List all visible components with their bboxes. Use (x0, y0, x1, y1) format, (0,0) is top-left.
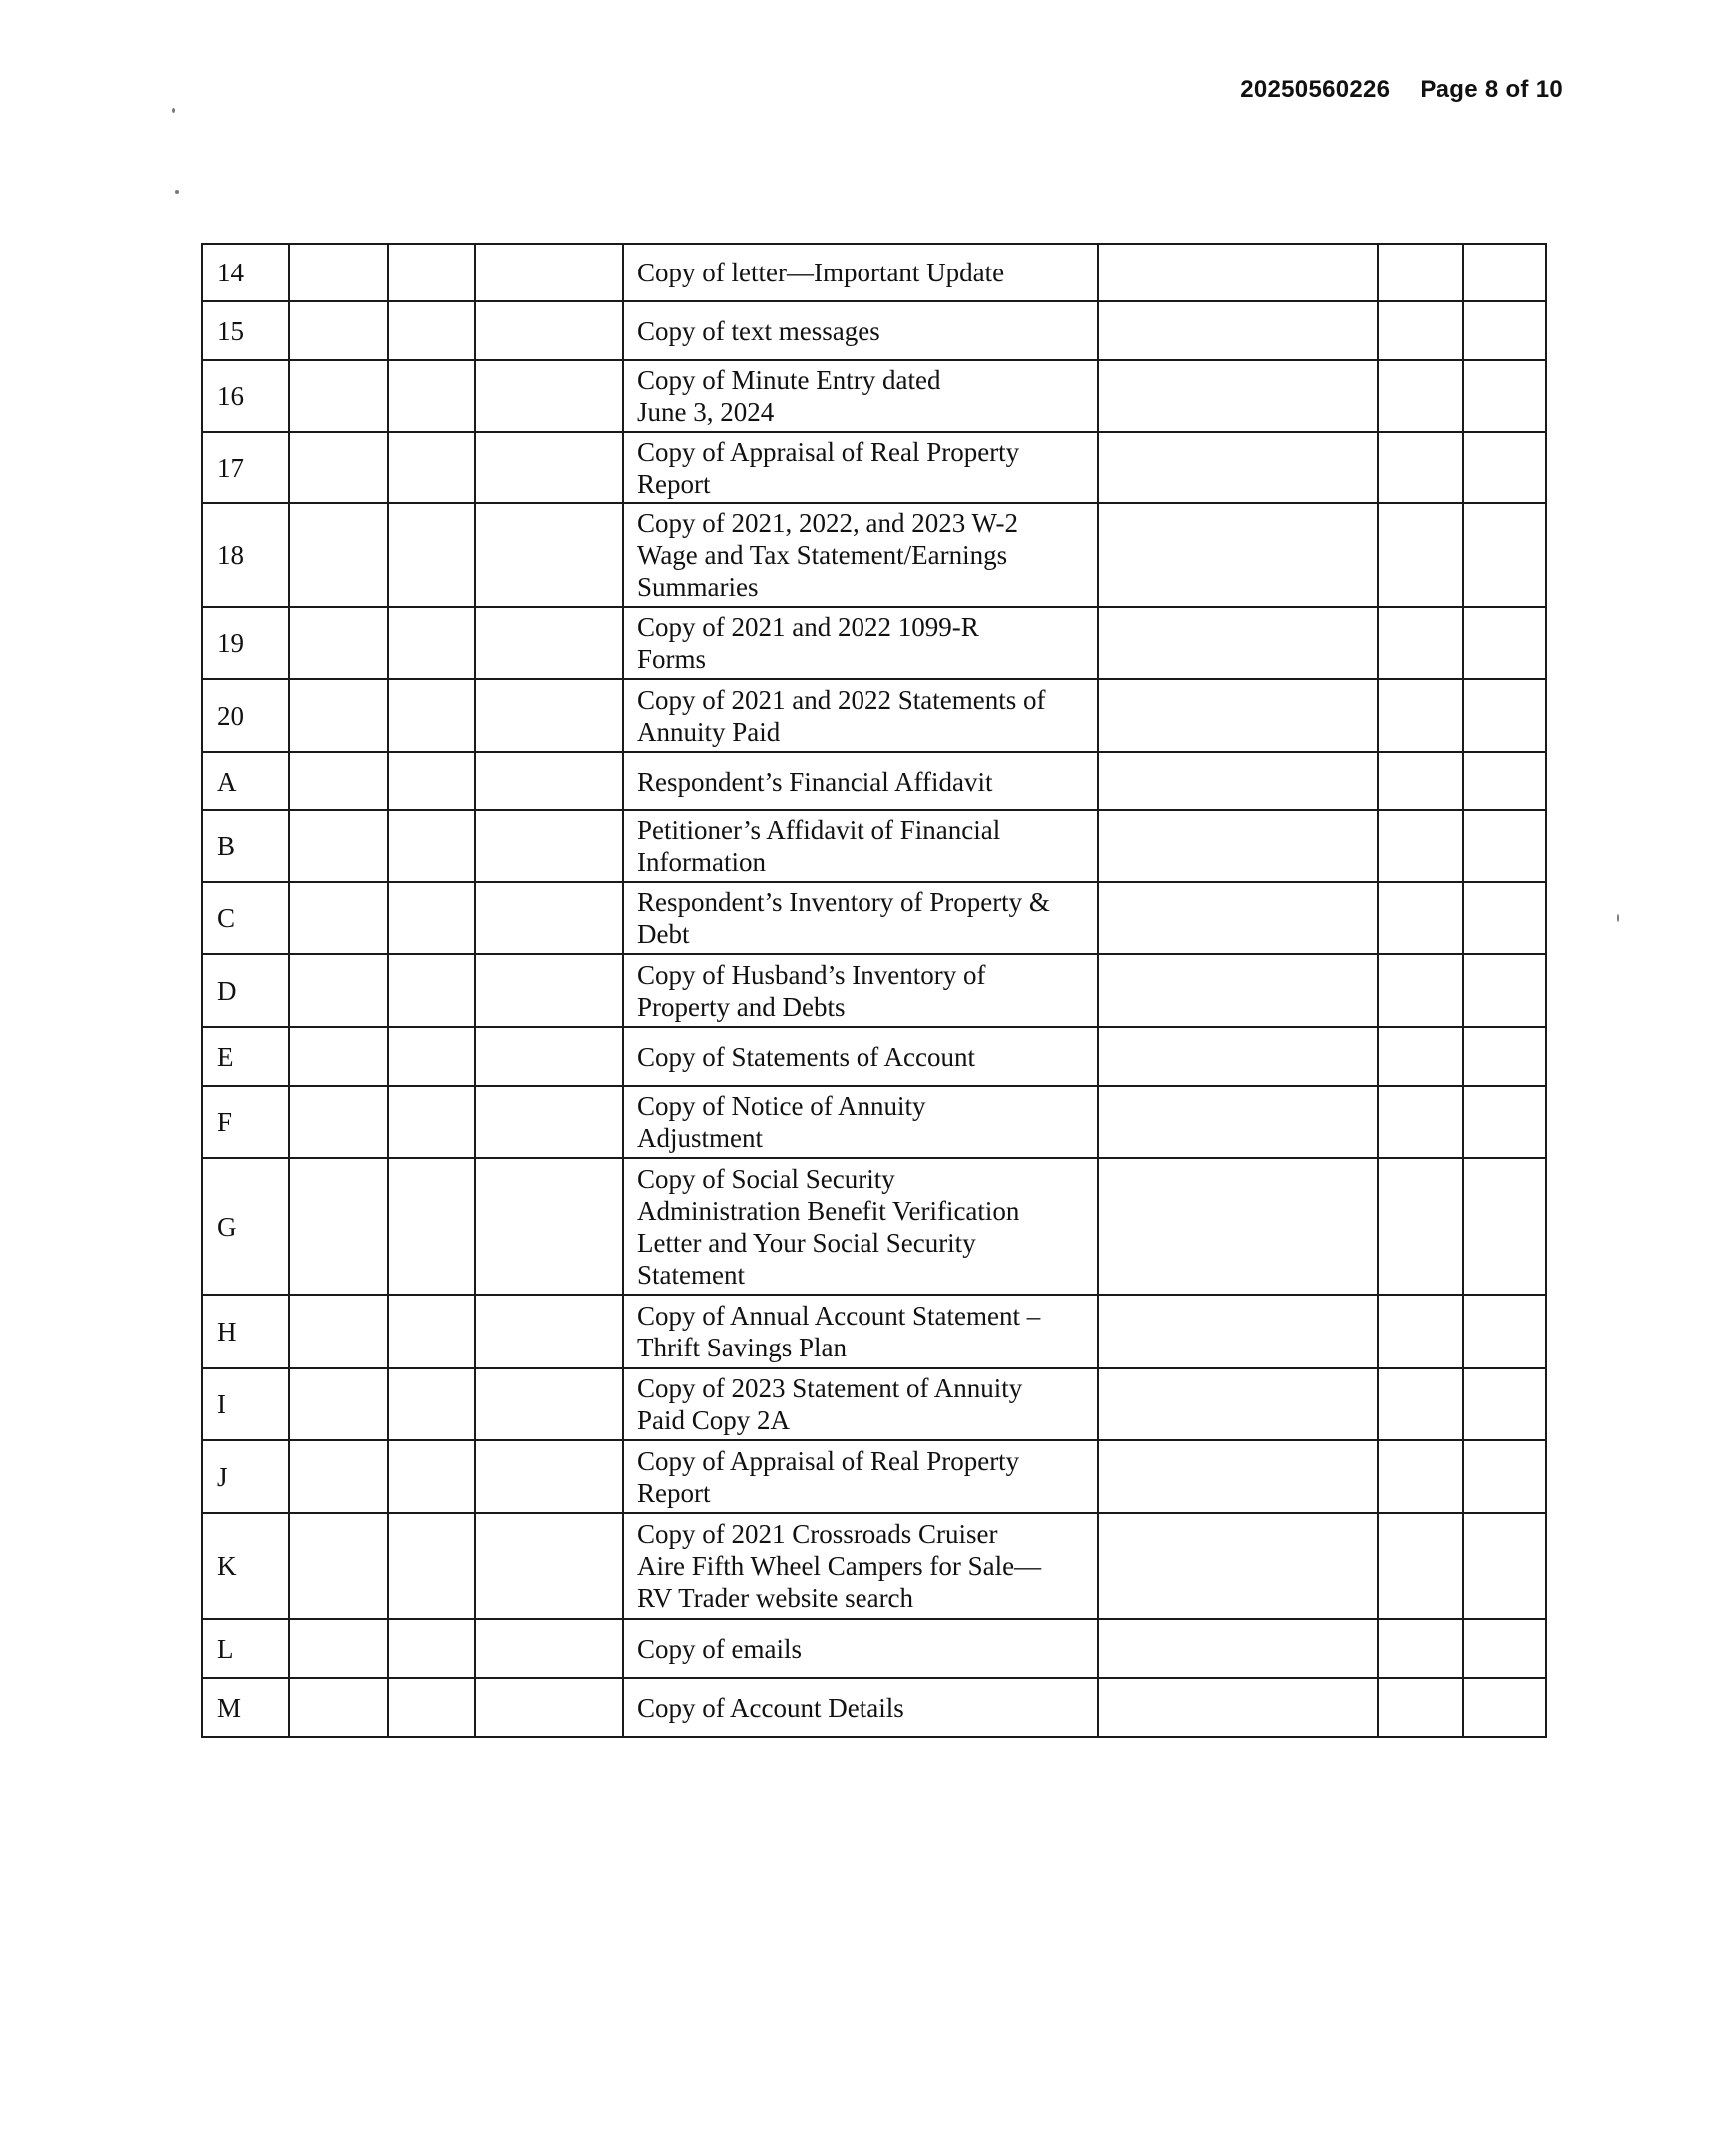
blank-cell (1098, 1368, 1378, 1440)
blank-cell (1463, 1678, 1546, 1737)
blank-cell (1463, 679, 1546, 752)
blank-cell (1463, 752, 1546, 810)
blank-cell (1378, 432, 1463, 503)
blank-cell (1463, 244, 1546, 301)
blank-cell (1098, 954, 1378, 1027)
blank-cell (289, 810, 388, 882)
exhibit-id: 18 (202, 503, 289, 607)
exhibit-id: 17 (202, 432, 289, 503)
blank-cell (1098, 503, 1378, 607)
exhibit-row (202, 1678, 1546, 1737)
blank-cell (1378, 1678, 1463, 1737)
blank-cell (1463, 360, 1546, 432)
exhibit-row (202, 1513, 1546, 1619)
blank-cell (1098, 1086, 1378, 1158)
blank-cell (289, 360, 388, 432)
blank-cell (1463, 1440, 1546, 1513)
blank-cell (1463, 1619, 1546, 1678)
exhibit-row (202, 432, 1546, 503)
exhibit-row (202, 360, 1546, 432)
exhibit-description: Copy of Annual Account Statement – Thrift Savings Plan (623, 1295, 1098, 1368)
exhibit-description: Petitioner’s Affidavit of Financial Information (623, 810, 1098, 882)
exhibit-id: 15 (202, 301, 289, 360)
blank-cell (475, 607, 623, 679)
exhibit-row (202, 1619, 1546, 1678)
blank-cell (1378, 1158, 1463, 1295)
blank-cell (475, 1295, 623, 1368)
exhibit-description: Copy of emails (623, 1619, 1098, 1678)
blank-cell (1378, 1619, 1463, 1678)
blank-cell (289, 1678, 388, 1737)
exhibit-table (201, 243, 1547, 1738)
blank-cell (475, 1440, 623, 1513)
exhibit-description: Copy of Social Security Administration Benefit Verification Letter and Your Social Security Statement (623, 1158, 1098, 1295)
exhibit-row (202, 1158, 1546, 1295)
exhibit-row (202, 503, 1546, 607)
blank-cell (1463, 882, 1546, 954)
blank-cell (388, 1368, 475, 1440)
blank-cell (475, 503, 623, 607)
blank-cell (1098, 1295, 1378, 1368)
blank-cell (1378, 810, 1463, 882)
blank-cell (1378, 1027, 1463, 1086)
blank-cell (289, 503, 388, 607)
blank-cell (388, 882, 475, 954)
exhibit-id: G (202, 1158, 289, 1295)
blank-cell (1098, 1158, 1378, 1295)
blank-cell (289, 607, 388, 679)
blank-cell (1463, 810, 1546, 882)
exhibit-description: Copy of 2021 Crossroads Cruiser Aire Fifth Wheel Campers for Sale— RV Trader website search (623, 1513, 1098, 1619)
exhibit-description: Respondent’s Inventory of Property & Debt (623, 882, 1098, 954)
blank-cell (475, 1678, 623, 1737)
exhibit-rows (202, 244, 1546, 1737)
exhibit-id: F (202, 1086, 289, 1158)
blank-cell (475, 752, 623, 810)
blank-cell (1463, 1368, 1546, 1440)
blank-cell (1378, 1440, 1463, 1513)
exhibit-description: Copy of Husband’s Inventory of Property and Debts (623, 954, 1098, 1027)
blank-cell (475, 679, 623, 752)
blank-cell (388, 1086, 475, 1158)
exhibit-id: D (202, 954, 289, 1027)
blank-cell (1378, 954, 1463, 1027)
blank-cell (475, 810, 623, 882)
exhibit-row (202, 1086, 1546, 1158)
blank-cell (289, 1086, 388, 1158)
blank-cell (1378, 360, 1463, 432)
blank-cell (1463, 954, 1546, 1027)
blank-cell (388, 607, 475, 679)
blank-cell (1098, 244, 1378, 301)
blank-cell (1378, 1295, 1463, 1368)
blank-cell (1378, 1086, 1463, 1158)
blank-cell (1098, 607, 1378, 679)
exhibit-id: L (202, 1619, 289, 1678)
blank-cell (289, 882, 388, 954)
blank-cell (475, 1368, 623, 1440)
blank-cell (388, 503, 475, 607)
exhibit-id: 16 (202, 360, 289, 432)
exhibit-description: Copy of 2023 Statement of Annuity Paid Copy 2A (623, 1368, 1098, 1440)
blank-cell (289, 1027, 388, 1086)
blank-cell (289, 301, 388, 360)
exhibit-id: 19 (202, 607, 289, 679)
exhibit-description: Copy of 2021 and 2022 Statements of Annuity Paid (623, 679, 1098, 752)
blank-cell (475, 1619, 623, 1678)
blank-cell (289, 1513, 388, 1619)
exhibit-description: Respondent’s Financial Affidavit (623, 752, 1098, 810)
scan-speck (1617, 914, 1619, 922)
exhibit-row (202, 1027, 1546, 1086)
blank-cell (475, 1086, 623, 1158)
exhibit-description: Copy of Appraisal of Real Property Report (623, 432, 1098, 503)
blank-cell (1098, 360, 1378, 432)
blank-cell (475, 1027, 623, 1086)
blank-cell (1098, 1678, 1378, 1737)
blank-cell (475, 1513, 623, 1619)
blank-cell (388, 1678, 475, 1737)
blank-cell (1463, 1513, 1546, 1619)
exhibit-id: 20 (202, 679, 289, 752)
exhibit-row (202, 954, 1546, 1027)
exhibit-description: Copy of 2021, 2022, and 2023 W-2 Wage and Tax Statement/Earnings Summaries (623, 503, 1098, 607)
exhibit-id: E (202, 1027, 289, 1086)
exhibit-id: A (202, 752, 289, 810)
blank-cell (475, 301, 623, 360)
exhibit-description: Copy of Minute Entry dated June 3, 2024 (623, 360, 1098, 432)
page-number: Page 8 of 10 (1420, 76, 1563, 103)
exhibit-id: B (202, 810, 289, 882)
exhibit-id: 14 (202, 244, 289, 301)
blank-cell (1463, 432, 1546, 503)
exhibit-id: C (202, 882, 289, 954)
scan-speck (172, 108, 175, 113)
blank-cell (1378, 679, 1463, 752)
blank-cell (388, 679, 475, 752)
blank-cell (388, 954, 475, 1027)
blank-cell (289, 244, 388, 301)
exhibit-description: Copy of text messages (623, 301, 1098, 360)
exhibit-id: J (202, 1440, 289, 1513)
blank-cell (289, 1295, 388, 1368)
blank-cell (475, 882, 623, 954)
blank-cell (388, 432, 475, 503)
blank-cell (1463, 503, 1546, 607)
blank-cell (475, 360, 623, 432)
exhibit-row (202, 244, 1546, 301)
blank-cell (475, 244, 623, 301)
blank-cell (1098, 301, 1378, 360)
exhibit-description: Copy of Notice of Annuity Adjustment (623, 1086, 1098, 1158)
blank-cell (1463, 301, 1546, 360)
blank-cell (289, 1619, 388, 1678)
exhibit-description: Copy of Appraisal of Real Property Report (623, 1440, 1098, 1513)
blank-cell (289, 679, 388, 752)
blank-cell (1378, 607, 1463, 679)
blank-cell (388, 244, 475, 301)
blank-cell (475, 954, 623, 1027)
exhibit-id: H (202, 1295, 289, 1368)
scan-speck (175, 190, 179, 194)
exhibit-row (202, 607, 1546, 679)
exhibit-id: M (202, 1678, 289, 1737)
blank-cell (1098, 1619, 1378, 1678)
blank-cell (388, 1619, 475, 1678)
blank-cell (1378, 1368, 1463, 1440)
exhibit-row (202, 752, 1546, 810)
document-number: 20250560226 (1240, 76, 1391, 103)
blank-cell (388, 752, 475, 810)
page-header (1240, 76, 1563, 104)
blank-cell (1098, 882, 1378, 954)
blank-cell (388, 360, 475, 432)
blank-cell (388, 810, 475, 882)
blank-cell (1378, 882, 1463, 954)
blank-cell (475, 432, 623, 503)
blank-cell (1098, 432, 1378, 503)
exhibit-row (202, 882, 1546, 954)
blank-cell (289, 954, 388, 1027)
blank-cell (1378, 752, 1463, 810)
blank-cell (289, 1158, 388, 1295)
blank-cell (388, 1295, 475, 1368)
blank-cell (1378, 503, 1463, 607)
blank-cell (1378, 301, 1463, 360)
blank-cell (1463, 1295, 1546, 1368)
exhibit-id: I (202, 1368, 289, 1440)
blank-cell (289, 1368, 388, 1440)
blank-cell (388, 1513, 475, 1619)
blank-cell (388, 1027, 475, 1086)
exhibit-row (202, 301, 1546, 360)
blank-cell (1463, 607, 1546, 679)
exhibit-description: Copy of Statements of Account (623, 1027, 1098, 1086)
blank-cell (1463, 1027, 1546, 1086)
blank-cell (1378, 244, 1463, 301)
exhibit-row (202, 1295, 1546, 1368)
exhibit-id: K (202, 1513, 289, 1619)
exhibit-row (202, 1368, 1546, 1440)
blank-cell (1098, 679, 1378, 752)
blank-cell (1463, 1086, 1546, 1158)
exhibit-description: Copy of Account Details (623, 1678, 1098, 1737)
exhibit-description: Copy of letter—Important Update (623, 244, 1098, 301)
blank-cell (289, 432, 388, 503)
exhibit-row (202, 679, 1546, 752)
blank-cell (388, 1158, 475, 1295)
exhibit-row (202, 810, 1546, 882)
exhibit-description: Copy of 2021 and 2022 1099-R Forms (623, 607, 1098, 679)
blank-cell (475, 1158, 623, 1295)
exhibit-row (202, 1440, 1546, 1513)
blank-cell (1098, 810, 1378, 882)
blank-cell (1098, 1513, 1378, 1619)
blank-cell (1378, 1513, 1463, 1619)
blank-cell (1098, 1440, 1378, 1513)
blank-cell (1463, 1158, 1546, 1295)
blank-cell (388, 301, 475, 360)
blank-cell (388, 1440, 475, 1513)
blank-cell (1098, 752, 1378, 810)
blank-cell (289, 752, 388, 810)
blank-cell (289, 1440, 388, 1513)
blank-cell (1098, 1027, 1378, 1086)
